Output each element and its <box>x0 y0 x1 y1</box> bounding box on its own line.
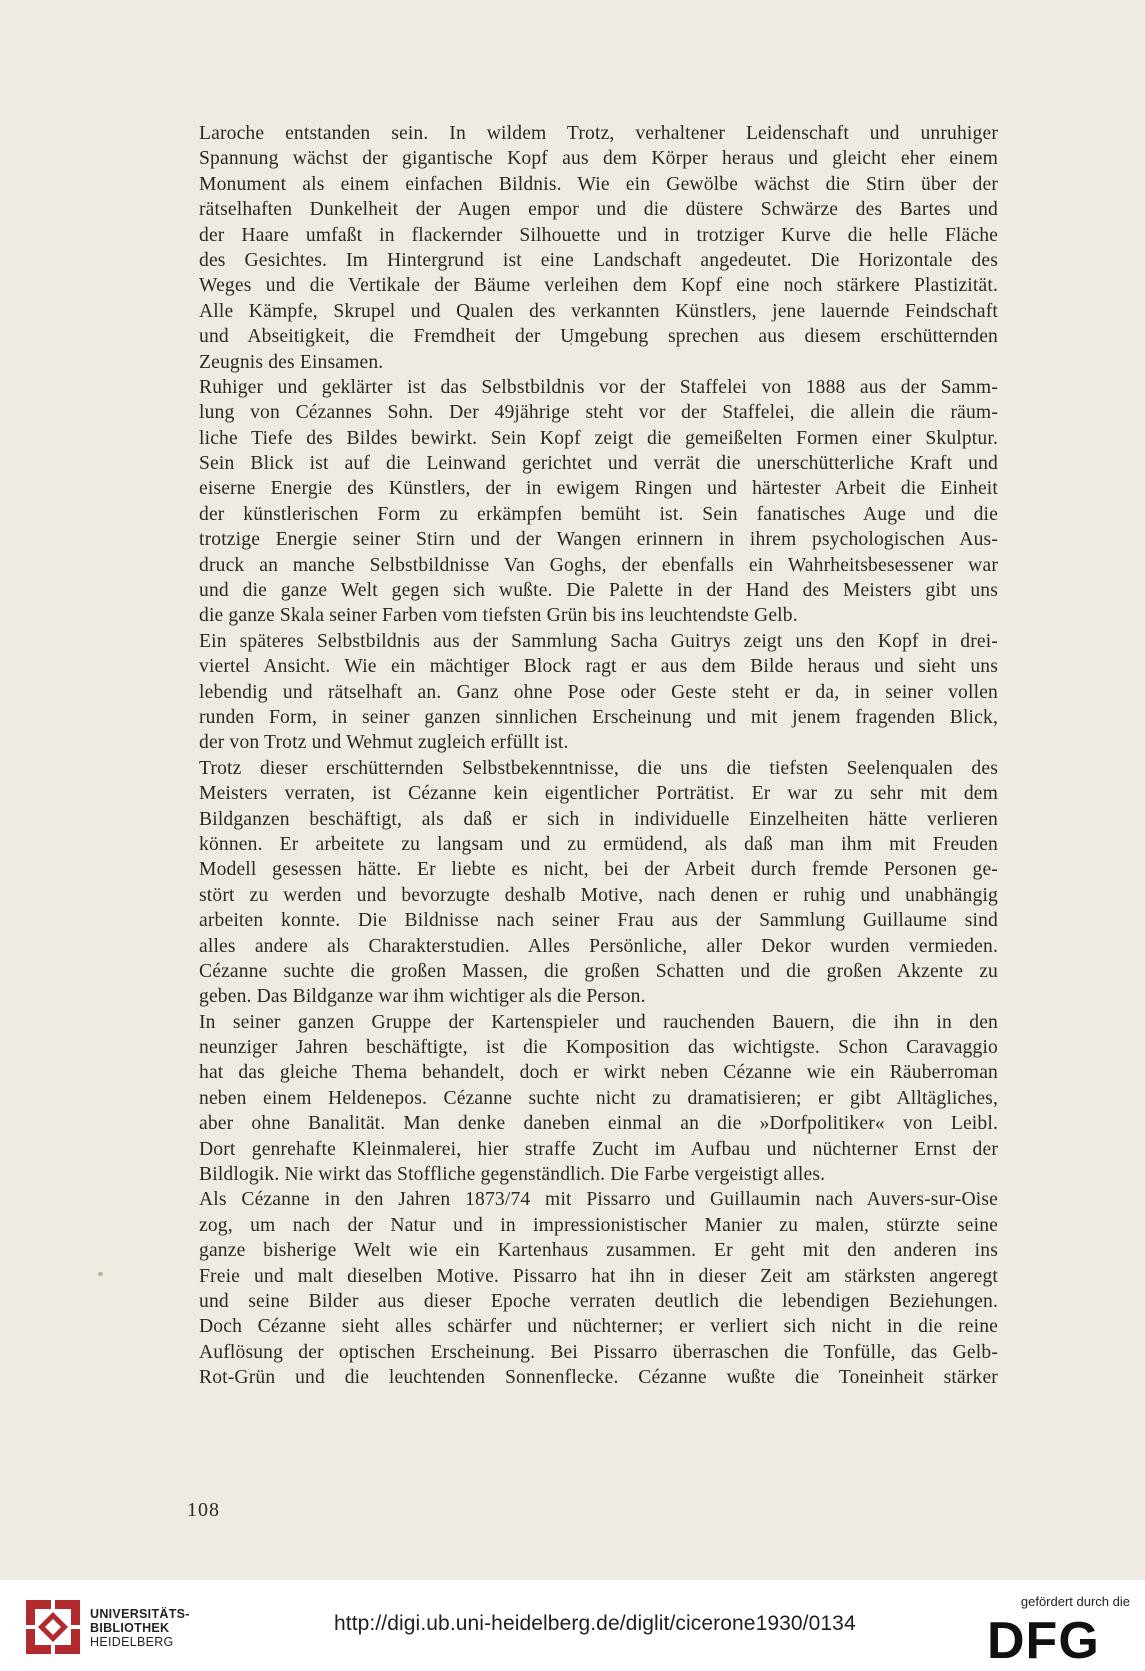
text-line: Rot-Grün und die leuchtenden Sonnenflecke. Cézanne wußte die Toneinheit stärker <box>199 1367 998 1389</box>
footer-bar <box>0 1580 1145 1671</box>
text-line: Auflösung der optischen Erscheinung. Bei Pissarro überraschen die Tonfülle, das Gelb- <box>199 1341 998 1363</box>
text-line: Freie und malt dieselben Motive. Pissarro hat ihn in dieser Zeit am stärksten angeregt <box>199 1265 998 1287</box>
text-line: Monument als einem einfachen Bildnis. Wie ein Gewölbe wächst die Stirn über der <box>199 173 998 195</box>
text-line: geben. Das Bildganze war ihm wichtiger als die Person. <box>199 986 646 1008</box>
text-line: runden Form, in seiner ganzen sinnlichen Erscheinung und mit jenem fragenden Blick, <box>199 706 998 728</box>
text-line: stört zu werden und bevorzugte deshalb Motive, nach denen er ruhig und unabhängig <box>199 884 998 906</box>
text-line: Als Cézanne in den Jahren 1873/74 mit Pissarro und Guillaumin nach Auvers-sur-Oise <box>199 1189 998 1211</box>
text-line: zog, um nach der Natur und in impressionistischer Manier zu malen, stürzte seine <box>199 1214 998 1236</box>
text-line: des Gesichtes. Im Hintergrund ist eine Landschaft angedeutet. Die Horizontale des <box>199 249 998 271</box>
text-line: Spannung wächst der gigantische Kopf aus dem Körper heraus und gleicht eher einem <box>199 148 998 170</box>
text-line: hat das gleiche Thema behandelt, doch er wirkt neben Cézanne wie ein Räuberroman <box>199 1062 998 1084</box>
text-line: Trotz dieser erschütternden Selbstbekenntnisse, die uns die tiefsten Seelenqualen des <box>199 757 998 779</box>
body-text <box>199 121 998 1391</box>
text-line: können. Er arbeitete zu langsam und zu ermüdend, als daß man ihm mit Freuden <box>199 833 998 855</box>
text-line: arbeiten konnte. Die Bildnisse nach seiner Frau aus der Sammlung Guillaume sind <box>199 910 998 932</box>
text-line: lebendig und rätselhaft an. Ganz ohne Pose oder Geste steht er da, in seiner vollen <box>199 681 998 703</box>
text-line: Alle Kämpfe, Skrupel und Qualen des verkannten Künstlers, jene lauernde Feindschaft <box>199 300 998 322</box>
text-line: Ruhiger und geklärter ist das Selbstbildnis vor der Staffelei von 1888 aus der Samm- <box>199 376 998 398</box>
text-line: neunziger Jahren beschäftigte, ist die Komposition das wichtigste. Schon Caravaggio <box>199 1037 998 1059</box>
text-line: der künstlerischen Form zu erkämpfen bemüht ist. Sein fanatisches Auge und die <box>199 503 998 525</box>
text-line: und die ganze Welt gegen sich wußte. Die Palette in der Hand des Meisters gibt uns <box>199 580 998 602</box>
text-line: neben einem Heldenepos. Cézanne suchte nicht zu dramatisieren; er gibt Alltägliches, <box>199 1087 998 1109</box>
library-name <box>90 1607 190 1649</box>
text-line: Cézanne suchte die großen Massen, die großen Schatten und die großen Akzente zu <box>199 960 998 982</box>
page-number: 108 <box>187 1499 220 1521</box>
text-line: aber ohne Banalität. Man denke daneben einmal an die »Dorfpolitiker« von Leibl. <box>199 1113 998 1135</box>
text-line: rätselhaften Dunkelheit der Augen empor und die düstere Schwärze des Bartes und <box>199 199 998 221</box>
text-line: Ein späteres Selbstbildnis aus der Sammlung Sacha Guitrys zeigt uns den Kopf in drei- <box>199 630 998 652</box>
text-line: viertel Ansicht. Wie ein mächtiger Block ragt er aus dem Bilde heraus und sieht uns <box>199 656 998 678</box>
text-line: Weges und die Vertikale der Bäume verleihen dem Kopf eine noch stärkere Plastizität. <box>199 275 998 297</box>
text-line: die ganze Skala seiner Farben vom tiefsten Grün bis ins leuchtendste Gelb. <box>199 605 798 627</box>
margin-speck <box>98 1272 103 1276</box>
dfg-sponsor <box>985 1594 1135 1670</box>
text-line: Doch Cézanne sieht alles schärfer und nüchterner; er verliert sich nicht in die reine <box>199 1316 998 1338</box>
text-line: alles andere als Charakterstudien. Alles Persönliche, aller Dekor wurden vermieden. <box>199 935 998 957</box>
text-line: Sein Blick ist auf die Leinwand gerichtet und verrät die unerschütterliche Kraft und <box>199 453 998 475</box>
text-line: liche Tiefe des Bildes bewirkt. Sein Kopf zeigt die gemeißelten Formen einer Skulptur. <box>199 427 998 449</box>
library-name-line2: BIBLIOTHEK <box>90 1621 170 1635</box>
ub-heidelberg-logo[interactable] <box>22 1592 250 1662</box>
library-name-line1: UNIVERSITÄTS- <box>90 1607 190 1621</box>
ub-heidelberg-emblem-icon <box>22 1596 84 1658</box>
text-line: Modell gesessen hätte. Er liebte es nicht, bei der Arbeit durch fremde Personen ge- <box>199 859 998 881</box>
text-line: druck an manche Selbstbildnisse Van Goghs, der ebenfalls ein Wahrheitsbesessener war <box>199 554 998 576</box>
text-line: der Haare umfaßt in flackernder Silhouette und in trotziger Kurve die helle Fläche <box>199 224 998 246</box>
text-line: und seine Bilder aus dieser Epoche verraten deutlich die lebendigen Beziehungen. <box>199 1290 998 1312</box>
dfg-logo[interactable]: DFG <box>987 1612 1100 1670</box>
text-line: Dort genrehafte Kleinmalerei, hier straffe Zucht im Aufbau und nüchterner Ernst der <box>199 1138 998 1160</box>
text-line: Zeugnis des Einsamen. <box>199 351 384 373</box>
text-line: ganze bisherige Welt wie ein Kartenhaus zusammen. Er geht mit den anderen ins <box>199 1240 998 1262</box>
text-line: und Abseitigkeit, die Fremdheit der Umgebung sprechen aus diesem erschütternden <box>199 326 998 348</box>
text-line: lung von Cézannes Sohn. Der 49jährige steht vor der Staffelei, die allein die räum- <box>199 402 998 424</box>
text-line: Meisters verraten, ist Cézanne kein eigentlicher Porträtist. Er war zu sehr mit dem <box>199 783 998 805</box>
sponsor-caption: gefördert durch die <box>1020 1594 1130 1609</box>
text-line: Bildganzen beschäftigt, als daß er sich in individuelle Einzelheiten hätte verlieren <box>199 808 998 830</box>
text-line: In seiner ganzen Gruppe der Kartenspieler und rauchenden Bauern, die ihn in den <box>199 1011 998 1033</box>
text-line: der von Trotz und Wehmut zugleich erfüllt ist. <box>199 732 569 754</box>
text-line: eiserne Energie des Künstlers, der in ewigem Ringen und härtester Arbeit die Einheit <box>199 478 998 500</box>
text-line: Laroche entstanden sein. In wildem Trotz, verhaltener Leidenschaft und unruhiger <box>199 123 998 144</box>
permalink-url[interactable]: http://digi.ub.uni-heidelberg.de/diglit/cicerone1930/0134 <box>334 1612 856 1635</box>
text-line: trotzige Energie seiner Stirn und der Wangen erinnern in ihrem psychologischen Aus- <box>199 529 998 551</box>
library-name-line3: HEIDELBERG <box>90 1635 174 1649</box>
text-line: Bildlogik. Nie wirkt das Stoffliche gegenständlich. Die Farbe vergeistigt alles. <box>199 1164 826 1186</box>
